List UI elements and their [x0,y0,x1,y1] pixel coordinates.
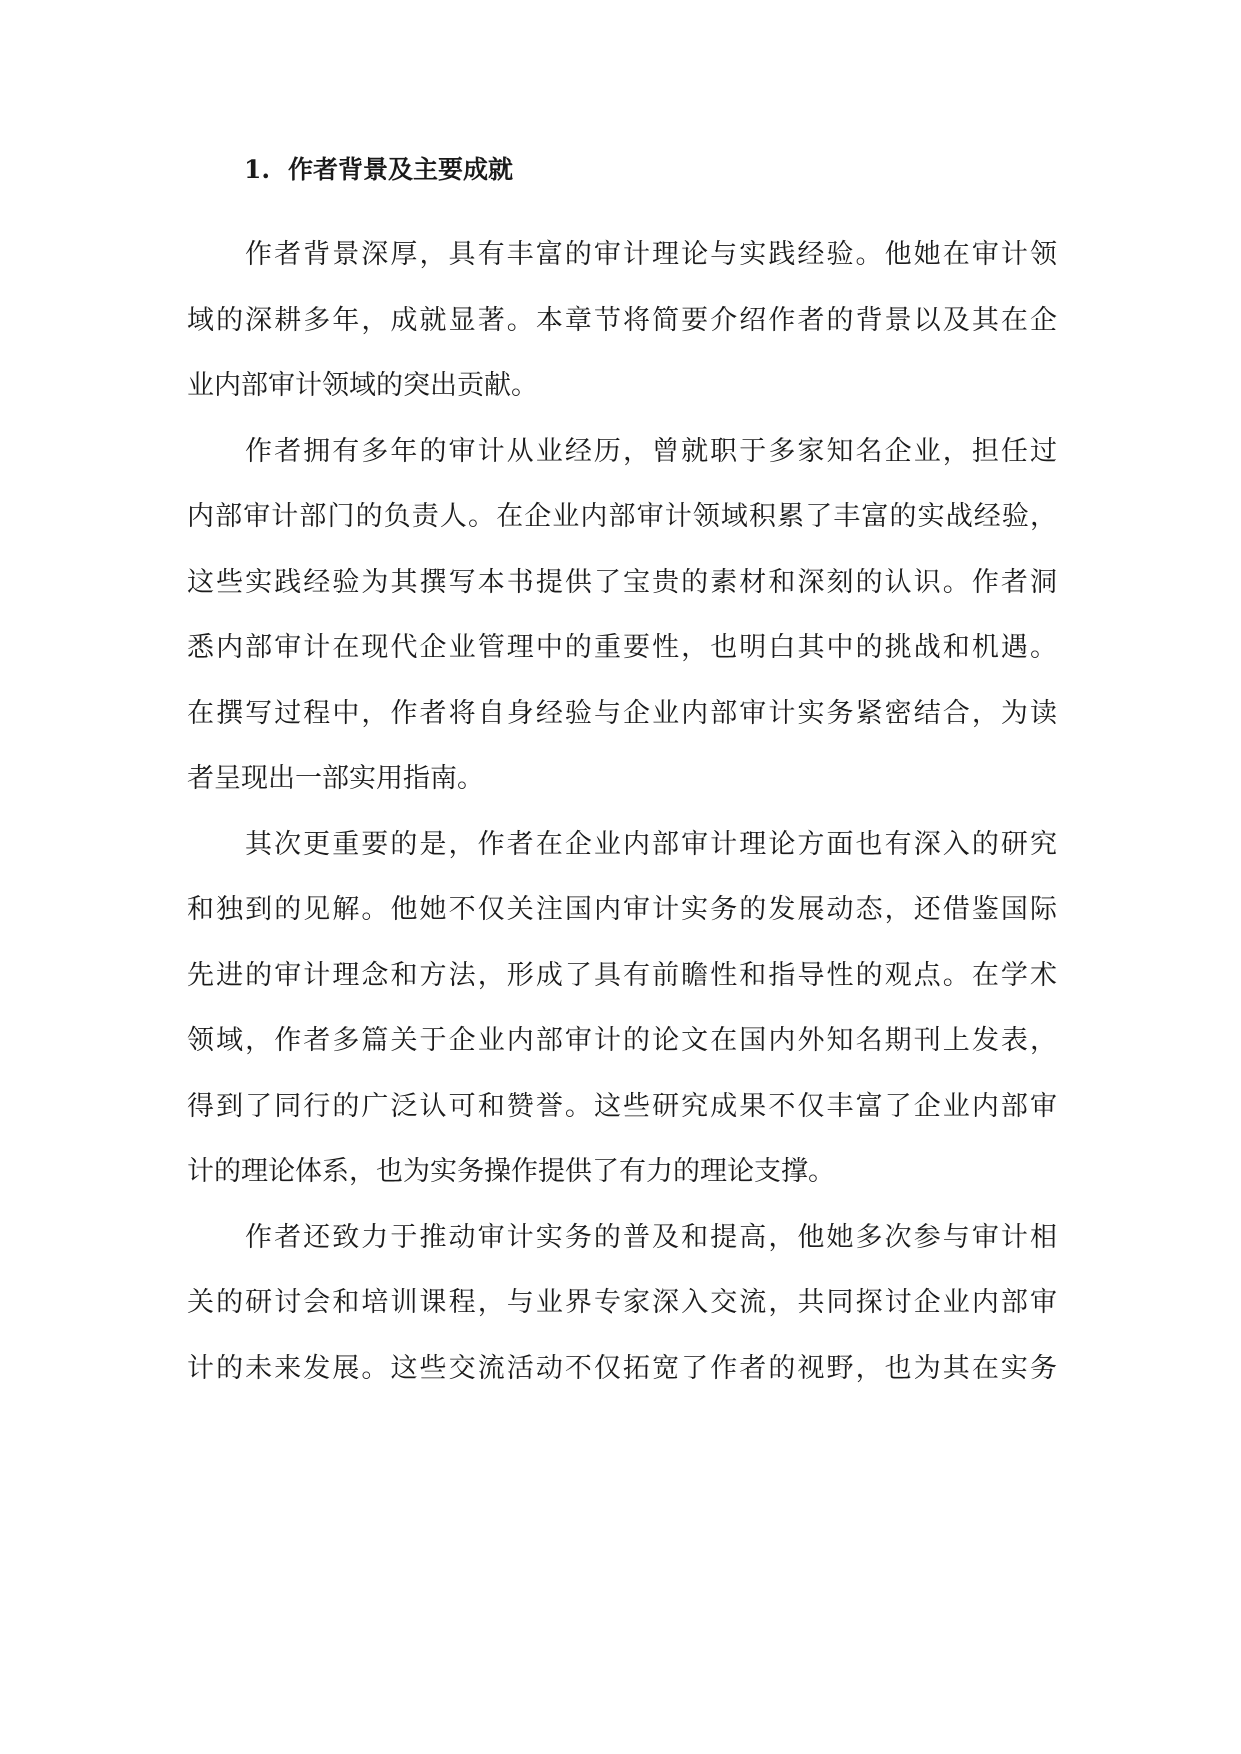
text-line: 者呈现出一部实用指南。 [187,763,484,794]
section-number: 1. [244,155,271,184]
section-heading [244,150,513,190]
text-line: 得到了同行的广泛认可和赞誉。这些研究成果不仅丰富了企业内部审 [187,1090,1057,1122]
text-line: 计的未来发展。这些交流活动不仅拓宽了作者的视野，也为其在实务 [187,1352,1057,1384]
text-line: 和独到的见解。他她不仅关注国内审计实务的发展动态，还借鉴国际 [187,894,1057,925]
text-line: 内部审计部门的负责人。在企业内部审计领域积累了丰富的实战经验， [187,501,1057,532]
text-line: 域的深耕多年，成就显著。本章节将简要介绍作者的背景以及其在企 [187,304,1057,336]
text-line: 作者背景深厚，具有丰富的审计理论与实践经验。他她在审计领 [245,239,1057,270]
text-line: 其次更重要的是，作者在企业内部审计理论方面也有深入的研究 [245,828,1057,860]
text-line: 在撰写过程中，作者将自身经验与企业内部审计实务紧密结合，为读 [187,697,1057,729]
paragraph-practical-experience [187,419,1057,812]
text-line: 业内部审计领域的突出贡献。 [187,370,538,401]
paragraph-theoretical-research [187,812,1057,1205]
text-line: 这些实践经验为其撰写本书提供了宝贵的素材和深刻的认识。作者洞 [187,566,1057,598]
text-line: 先进的审计理念和方法，形成了具有前瞻性和指导性的观点。在学术 [187,959,1057,991]
text-line: 作者拥有多年的审计从业经历，曾就职于多家知名企业，担任过 [245,435,1057,467]
text-line: 计的理论体系，也为实务操作提供了有力的理论支撑。 [187,1156,835,1187]
text-line: 领域，作者多篇关于企业内部审计的论文在国内外知名期刊上发表， [187,1025,1057,1056]
body-text [187,222,1057,1401]
section-title: 作者背景及主要成就 [288,155,514,184]
text-line: 关的研讨会和培训课程，与业界专家深入交流，共同探讨企业内部审 [187,1287,1057,1318]
paragraph-author-background [187,222,1057,419]
text-line: 作者还致力于推动审计实务的普及和提高，他她多次参与审计相 [245,1221,1057,1253]
paragraph-promotion-activities [187,1205,1057,1402]
text-line: 悉内部审计在现代企业管理中的重要性，也明白其中的挑战和机遇。 [187,632,1057,663]
